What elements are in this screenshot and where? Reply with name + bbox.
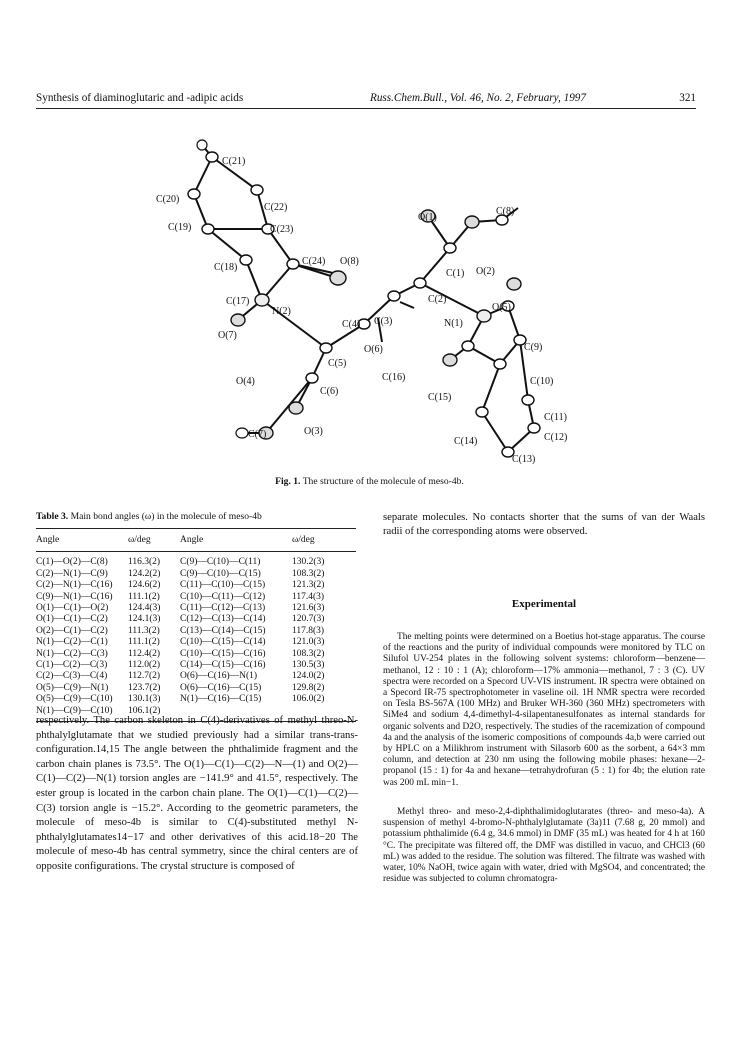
- table-cell: 112.0(2): [128, 660, 161, 671]
- table-cell: N(1)—C(2)—C(3): [36, 648, 108, 659]
- table-row: [36, 580, 356, 591]
- atom-label: C(21): [222, 156, 246, 167]
- table-cell: 130.1(3): [128, 694, 161, 705]
- figure-caption-label: Fig. 1.: [275, 476, 301, 487]
- table-cell: 111.1(2): [128, 591, 160, 602]
- body-paragraph: respectively. The carbon skeleton in C(4)-derivatives of methyl threo-N-phthalylglutamate that we studied previously had a similar trans-trans-configuration.14,15 The angle between the phthalimide fragment and the carbon chain planes is 73.5°. The O(1)—C(1)—C(2)—N—(1) and O(2)—C(1)—C(2)—N(1) torsion angles are −141.9° and 41.5°, respectively. The ester group is located in the carbon chain plane. The O(1)—C(1)—C(2)—C(3) torsion angle is −15.2°. According to the geometric parameters, the molecule of meso-4b is similar to C(4)-substituted methyl N-phthalylglutamates14−17 and other derivatives of this acid.18−20 The molecule of meso-4b has central symmetry, since the chiral centers are of opposite configurations. The crystal structure is composed of: [36, 715, 358, 872]
- atom-label: C(12): [544, 432, 568, 443]
- table-caption-label: Table 3.: [36, 511, 69, 522]
- table-cell: 106.0(2): [292, 694, 325, 705]
- table-cell: C(11)—C(10)—C(15): [180, 580, 266, 591]
- right-column-intro: [383, 511, 705, 539]
- atom-label: C(10): [530, 376, 554, 387]
- table-cell: 112.7(2): [128, 671, 161, 682]
- table-cell: 121.0(3): [292, 637, 325, 648]
- table-cell: C(2)—C(3)—C(4): [36, 671, 108, 682]
- table-cell: 124.2(2): [128, 568, 161, 579]
- atom-label: C(13): [512, 454, 536, 465]
- atom-label: C(24): [302, 256, 326, 267]
- table-cell: C(1)—O(2)—C(8): [36, 557, 108, 568]
- column-header: Angle: [180, 529, 292, 552]
- table-cell: O(5)—C(9)—C(10): [36, 694, 113, 705]
- table-cell: C(12)—C(13)—C(14): [180, 614, 266, 625]
- atom-label: O(3): [304, 426, 323, 437]
- atom-label: N(1): [444, 318, 463, 329]
- atom-label: C(14): [454, 436, 478, 447]
- table-cell: 121.3(2): [292, 580, 325, 591]
- table-cell: C(2)—N(1)—C(9): [36, 568, 108, 579]
- atom-label: C(16): [382, 372, 406, 383]
- table-cell: O(6)—C(16)—N(1): [180, 671, 258, 682]
- table-cell: 129.8(2): [292, 682, 325, 693]
- table-row: [36, 637, 356, 648]
- table-row: [36, 683, 356, 694]
- table-row: [36, 694, 356, 705]
- table-cell: C(13)—C(14)—C(15): [180, 625, 266, 636]
- atom-label: O(7): [218, 330, 237, 341]
- table-cell: 124.4(3): [128, 603, 161, 614]
- table-cell: 123.7(2): [128, 682, 161, 693]
- table-cell: O(1)—C(1)—O(2): [36, 603, 109, 614]
- table-cell: 106.1(2): [128, 706, 180, 722]
- atom-label: C(8): [496, 206, 515, 217]
- figure-caption-text: The structure of the molecule of meso-4b.: [302, 476, 464, 487]
- table-cell: O(2)—C(1)—C(2): [36, 625, 108, 636]
- table-cell: C(10)—C(11)—C(12): [180, 591, 266, 602]
- body-paragraph: separate molecules. No contacts shorter that the sums of van der Waals radii of the corresponding atoms were observed.: [383, 512, 705, 537]
- table-row: [36, 592, 356, 603]
- atom-label: O(4): [236, 376, 255, 387]
- section-heading: Experimental: [511, 598, 577, 610]
- body-paragraph: The melting points were determined on a Boetius hot-stage apparatus. The course of the reactions and the purity of individual compounds were monitored by TLC on Silufol UV-254 plates in the following solvent systems: chloroform—benzene—methanol, 12 : 10 : 1 (A); chloroform—17% ammonia—methanol, 7 : 3 (C). UV spectra were recorded on a Specord UV-VIS instrument. IR spectra were obtained on a Specord IR-75 spectrophotometer in vaseline oil. 1H NMR spectra were recorded on Tesla BS-567A (100 MHz) and Bruker WH-360 (360 MHz) spectrometers with SiMe4 and sodium 4,4-dimethyl-4-silapentanesulfonates as internal standards for organic solvents and D2O, respectively. The studies of the racemization of compound 4a and the analysis of the isomeric compositions of compounds 4a,b were carried out by HPLC on a Milikhrom instrument with Silasorb 600 as the sorbent, a 64×3 mm column, and detection at 230 nm using the following mobile phases: hexane—2-propanol (15 : 1) for 4a and hexane—tetrahydrofuran (5 : 1) for 4b; the elution rate was 200 mL min−1.: [383, 632, 705, 788]
- table-row: [36, 552, 356, 569]
- atom-label: C(19): [168, 222, 192, 233]
- atom-label: C(15): [428, 392, 452, 403]
- atom-label: C(18): [214, 262, 238, 273]
- table-cell: N(1)—C(9)—C(10): [36, 706, 128, 722]
- experimental-synthesis: [383, 807, 705, 885]
- table-cell: 124.1(3): [128, 614, 161, 625]
- table-cell: 120.7(3): [292, 614, 325, 625]
- atom-label: C(17): [226, 296, 250, 307]
- table-cell: C(1)—C(2)—C(3): [36, 660, 108, 671]
- table-cell: C(10)—C(15)—C(14): [180, 637, 266, 648]
- table-cell: C(14)—C(15)—C(16): [180, 660, 266, 671]
- table-cell: 121.6(3): [292, 603, 325, 614]
- table-cell: 111.3(2): [128, 625, 160, 636]
- header-title: Synthesis of diaminoglutaric and -adipic acids: [36, 92, 244, 104]
- table-cell: 116.3(2): [128, 557, 161, 568]
- running-header: [36, 92, 696, 109]
- atom-label: C(2): [428, 294, 447, 305]
- atom-label: C(22): [264, 202, 288, 213]
- table-cell: N(1)—C(2)—C(1): [36, 637, 108, 648]
- atom-label: O(8): [340, 256, 359, 267]
- table-cell: O(5)—C(9)—N(1): [36, 682, 109, 693]
- table-caption-text: Main bond angles (ω) in the molecule of meso-4b: [70, 511, 262, 522]
- table-row: [36, 649, 356, 660]
- table-cell: C(11)—C(12)—C(13): [180, 603, 266, 614]
- atom-label: C(3): [374, 316, 393, 327]
- figure-caption: [0, 476, 739, 487]
- atom-label: C(1): [446, 268, 465, 279]
- table-cell: 130.5(3): [292, 660, 325, 671]
- atom-label: C(9): [524, 342, 543, 353]
- table-row: [36, 660, 356, 671]
- table-header-row: [36, 529, 356, 552]
- table-row: [36, 603, 356, 614]
- table-cell: N(1)—C(16)—C(15): [180, 694, 262, 705]
- column-header: ω/deg: [292, 529, 356, 552]
- atom-label: O(5): [492, 302, 511, 313]
- table-cell: O(6)—C(16)—C(15): [180, 682, 262, 693]
- atom-label: O(2): [476, 266, 495, 277]
- page-number: 321: [679, 92, 696, 104]
- atom-label: C(20): [156, 194, 180, 205]
- table-cell: O(1)—C(1)—C(2): [36, 614, 108, 625]
- table-cell: C(9)—N(1)—C(16): [36, 591, 113, 602]
- table-row: [36, 614, 356, 625]
- table-caption: [36, 511, 262, 522]
- atom-label: C(4): [342, 319, 361, 330]
- atom-label: C(11): [544, 412, 567, 423]
- table-cell: 108.3(2): [292, 648, 325, 659]
- table-cell: 117.4(3): [292, 591, 325, 602]
- atom-label: C(5): [328, 358, 347, 369]
- table-cell: C(10)—C(15)—C(16): [180, 648, 266, 659]
- column-header: Angle: [36, 529, 128, 552]
- table-cell: C(9)—C(10)—C(15): [180, 568, 261, 579]
- atom-labels: [156, 156, 567, 465]
- table-row: [36, 569, 356, 580]
- bond-angles-table: [36, 528, 356, 722]
- table-cell: 124.6(2): [128, 580, 161, 591]
- experimental-methods: [383, 632, 705, 789]
- table-row: [36, 671, 356, 682]
- table-cell: 117.8(3): [292, 625, 325, 636]
- left-column-text: [36, 714, 358, 875]
- table-cell: C(9)—C(10)—C(11): [180, 557, 261, 568]
- atom-label: C(7): [248, 429, 267, 440]
- column-header: ω/deg: [128, 529, 180, 552]
- atom-label: N(2): [272, 306, 291, 317]
- table-row: [36, 626, 356, 637]
- atom-label: C(23): [270, 224, 294, 235]
- table-cell: 111.1(2): [128, 637, 160, 648]
- molecule-structure-figure: [150, 128, 600, 473]
- table-cell: 124.0(2): [292, 671, 325, 682]
- table-cell: C(2)—N(1)—C(16): [36, 580, 113, 591]
- atom-label: O(1): [418, 212, 437, 223]
- table-cell: 108.3(2): [292, 568, 325, 579]
- atom-label: O(6): [364, 344, 383, 355]
- body-paragraph: Methyl threo- and meso-2,4-diphthalimidoglutarates (threo- and meso-4a). A suspension of methyl 4-bromo-N-phthalylglutamate (3a)11 (7.68 g, 20 mmol) and potassium phthalimide (6.4 g, 34.6 mmol) in DMF (35 mL) was heated for 4 h at 160 °C. The precipitate was filtered off, the DMF was distilled in vacuo, and CHCl3 (60 mL) was added to the residue. The solution was filtered. The filtrate was washed with water, 10% NaOH, twice again with water, dried with MgSO4, and concentrated; the residue was subjected to column chromatogra-: [383, 807, 705, 885]
- table-cell: 112.4(2): [128, 648, 161, 659]
- table-cell: 130.2(3): [292, 557, 325, 568]
- header-journal: Russ.Chem.Bull., Vol. 46, No. 2, February, 1997: [370, 92, 586, 104]
- atom-label: C(6): [320, 386, 339, 397]
